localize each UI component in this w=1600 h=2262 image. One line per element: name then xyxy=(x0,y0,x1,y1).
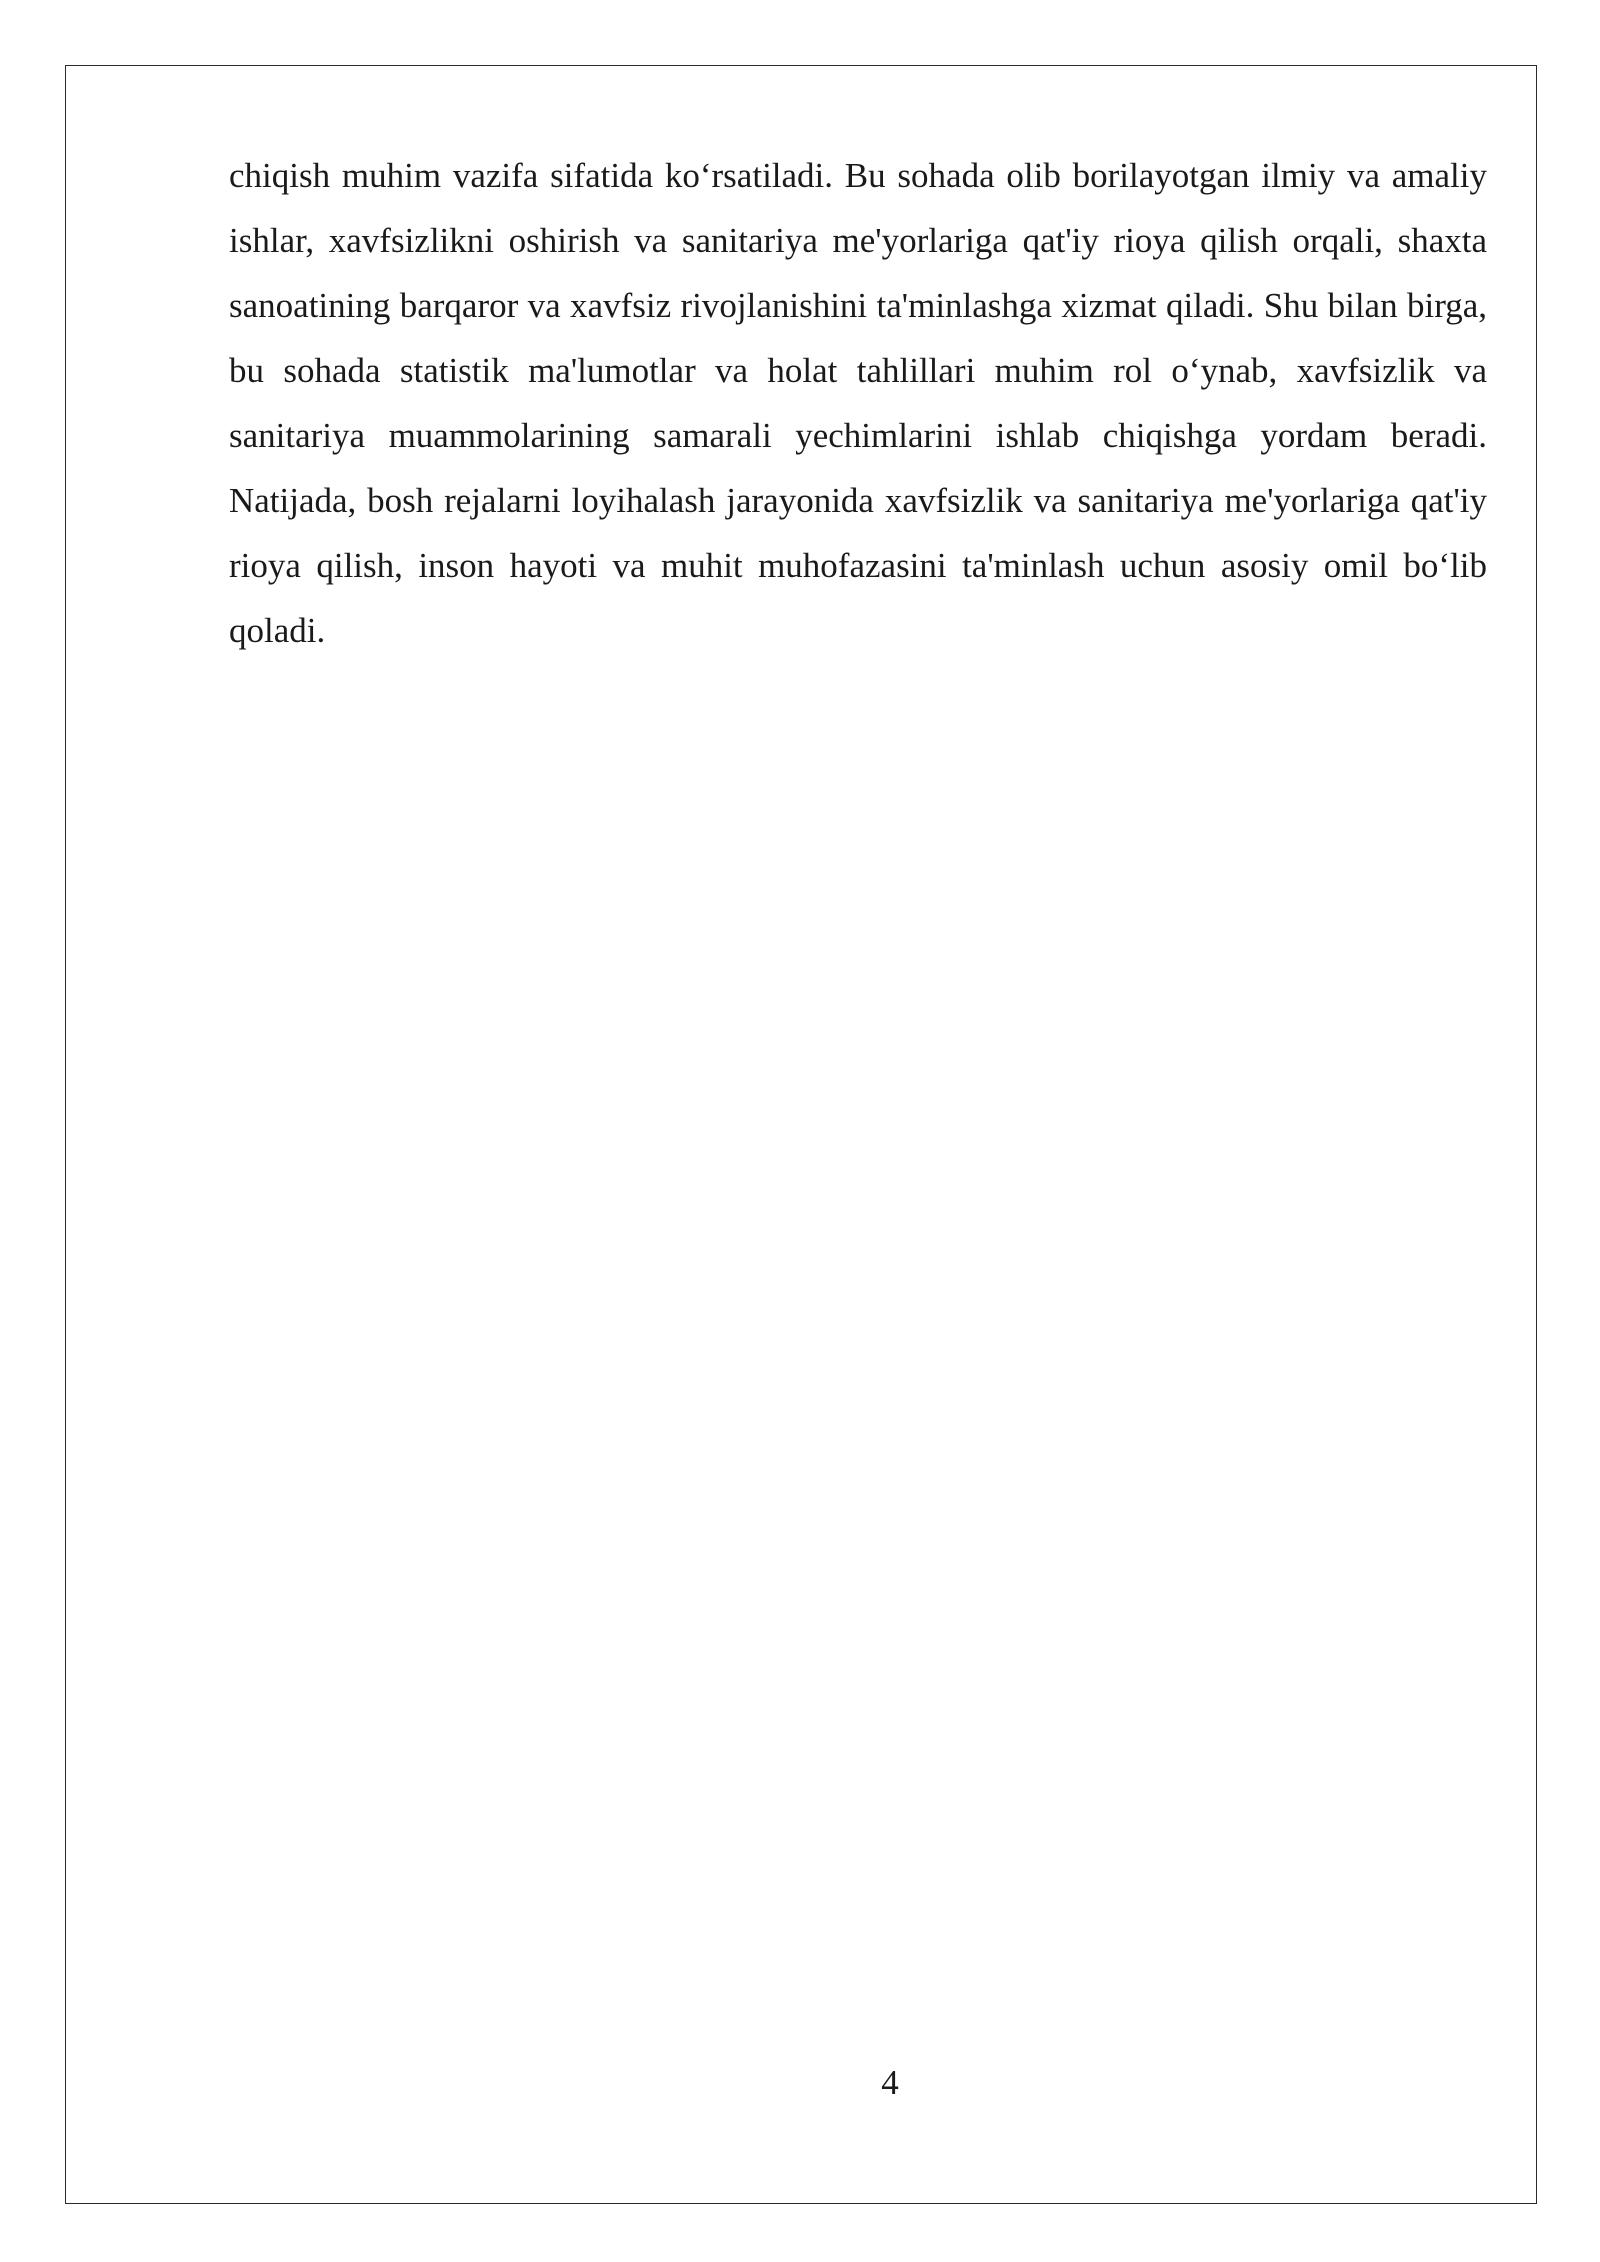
page-number: 4 xyxy=(881,2063,899,2102)
body-paragraph: chiqish muhim vazifa sifatida ko‘rsatiladi. Bu sohada olib borilayotgan ilmiy va amaliy ishlar, xavfsizlikni oshirish va sanitariya me'yorlariga qat'iy rioya qilish orqali, shaxta sanoatining barqaror va xavfsiz rivojlanishini ta'minlashga xizmat qiladi. Shu bilan birga, bu sohada statistik ma'lumotlar va holat tahlillari muhim rol o‘ynab, xavfsizlik va sanitariya muammolarining samarali yechimlarini ishlab chiqishga yordam beradi. Natijada, bosh rejalarni loyihalash jarayonida xavfsizlik va sanitariya me'yorlariga qat'iy rioya qilish, inson hayoti va muhit muhofazasini ta'minlash uchun asosiy omil bo‘lib qoladi. xyxy=(229,156,1487,650)
